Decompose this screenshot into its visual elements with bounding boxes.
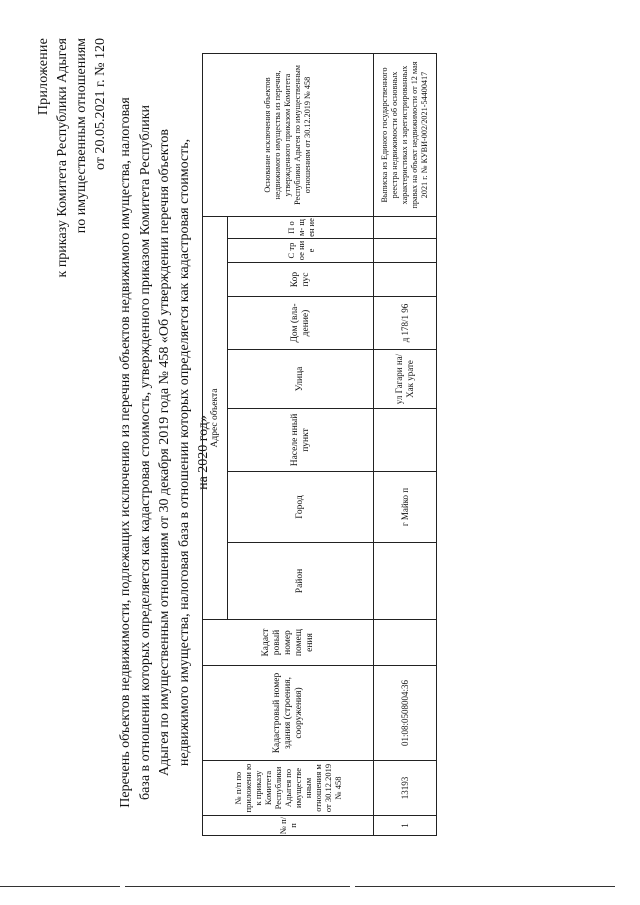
header-settlement: Населе нный пункт xyxy=(228,409,374,472)
cell-premises-cadastral xyxy=(374,620,437,666)
cell-basis: Выписка из Единого государственного реестра недвижимости об основных характеристиках и зарегистрированных правах на объект недвижимости от 12 мая 2021 г. № КУВИ-002/2021-54400417 xyxy=(374,54,437,217)
header-num-in-appendix: № п/п по приложени ю к приказу Комитета Республики Адыгея по имуществе нным отношения м от 30.12.2019 № 458 xyxy=(203,761,374,816)
title-line-3: Адыгея по имущественным отношениям от 30 декабря 2019 года № 458 «Об утверждении перечня объектов xyxy=(157,129,172,776)
footer-rule xyxy=(355,886,615,887)
cell-num: 1 xyxy=(374,816,437,836)
header-house: Дом (вла- дение) xyxy=(228,297,374,350)
objects-table xyxy=(202,53,437,836)
cell-settlement xyxy=(374,409,437,472)
appendix-block xyxy=(34,38,110,277)
title-line-1: Перечень объектов недвижимости, подлежащих исключению из перечня объектов недвижимого имущества, налоговая xyxy=(118,97,133,808)
cell-house: д 178/1 96 xyxy=(374,297,437,350)
title-line-2: база в отношении которых определяется как кадастровая стоимость, утвержденного приказом Комитета Республики xyxy=(137,104,153,801)
header-district: Район xyxy=(228,543,374,620)
header-street: Улица xyxy=(228,350,374,409)
cell-street: ул Гагари на/Хак урате xyxy=(374,350,437,409)
appendix-line-4: от 20.05.2021 г. № 120 xyxy=(93,38,108,170)
cell-structure xyxy=(374,239,437,263)
cell-building xyxy=(374,263,437,297)
cell-city: г Майко п xyxy=(374,472,437,543)
header-premises-cadastral: Кадаст ровый номер помещ ения xyxy=(203,620,374,666)
cell-premises xyxy=(374,217,437,239)
table-row xyxy=(374,54,437,836)
cell-num-in-appendix: 13193 xyxy=(374,761,437,816)
title-line-5: на 2020 год» xyxy=(196,415,211,490)
cell-district xyxy=(374,543,437,620)
appendix-line-1: Приложение xyxy=(36,38,51,116)
header-address: Адрес объекта xyxy=(203,217,228,620)
title-line-4: недвижимого имущества, налоговая база в отношении которых определяется как кадастровая стоимость, xyxy=(176,138,192,767)
header-building: Кор пус xyxy=(228,263,374,297)
footer-rule xyxy=(125,886,350,887)
appendix-line-3: по имущественным отношениям xyxy=(74,38,89,234)
footer-rule xyxy=(0,886,120,887)
document-title xyxy=(116,0,214,905)
header-premises: П о м- щ ен ие xyxy=(228,217,374,239)
header-building-cadastral: Кадастровый номер здания (строения, сооружения) xyxy=(203,666,374,761)
header-basis: Основание исключения объектов недвижимого имущества из перечня, утвержденного приказом Комитета Республики Адыгея по имущественным отношениям от 30.12.2019 № 458 xyxy=(203,54,374,217)
cell-building-cadastral: 01:08:0508004:36 xyxy=(374,666,437,761)
header-structure: С тр ое ни е xyxy=(228,239,374,263)
appendix-line-2: к приказу Комитета Республики Адыгея xyxy=(55,38,70,278)
header-city: Город xyxy=(228,472,374,543)
table-header-row-1 xyxy=(203,54,228,836)
header-num: № п/п xyxy=(203,816,374,836)
